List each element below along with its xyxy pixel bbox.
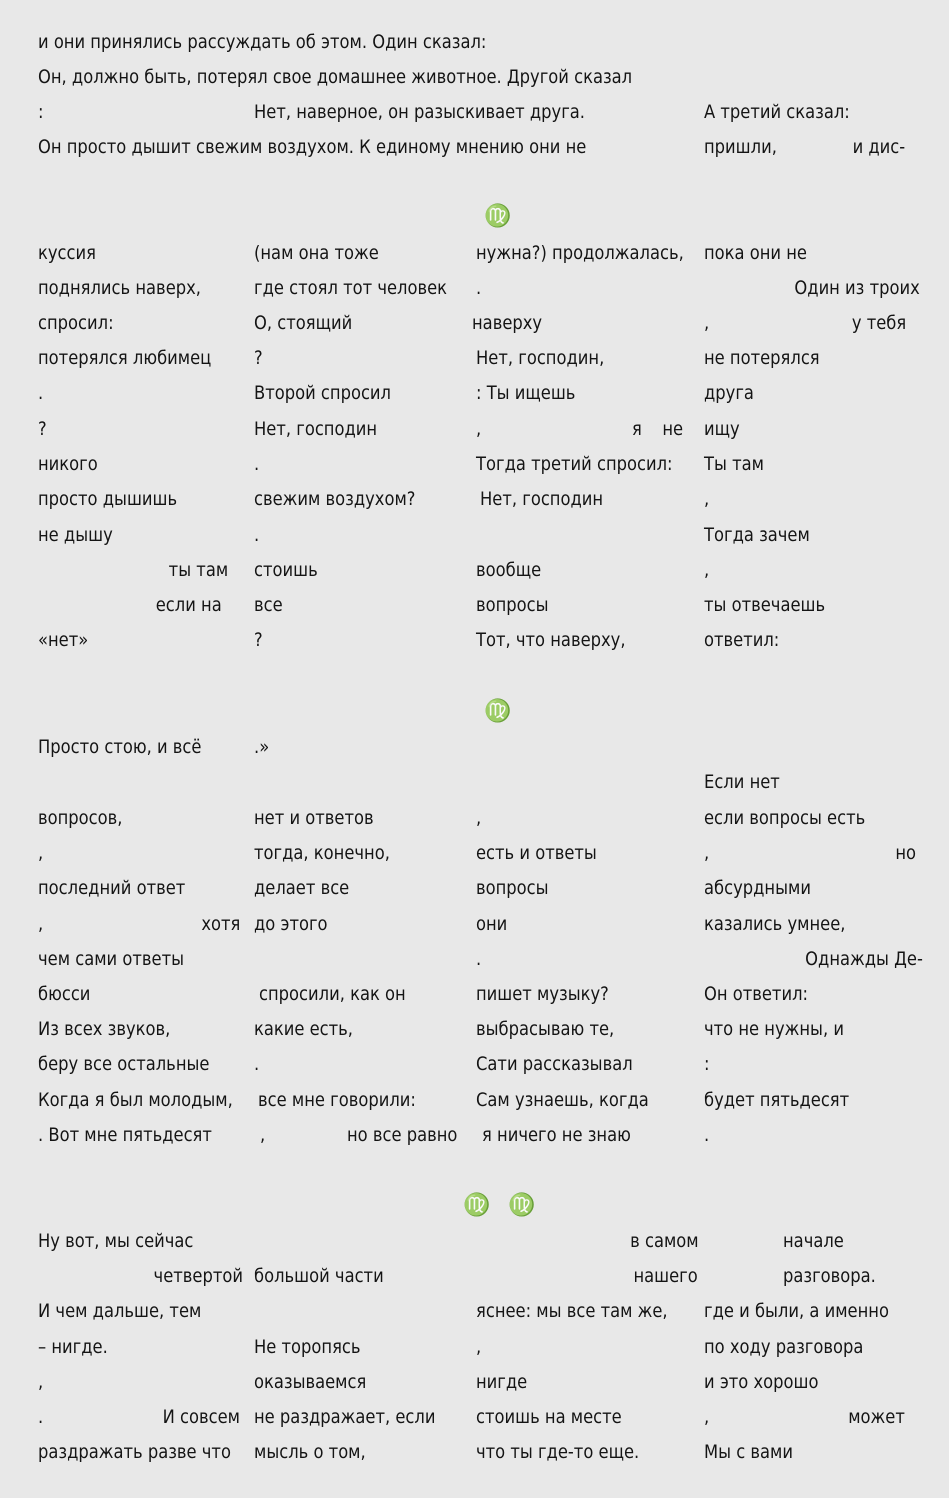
text-fragment: , <box>704 559 710 581</box>
text-fragment: что ты где-то еще. <box>476 1441 640 1463</box>
text-line: : <box>38 101 44 123</box>
text-fragment: я <box>632 418 642 440</box>
text-fragment: четвертой <box>153 1265 243 1287</box>
text-fragment: где стоял тот человек <box>254 277 448 299</box>
text-fragment: свежим воздухом? <box>254 488 416 510</box>
text-fragment: Не торопясь <box>254 1336 361 1358</box>
text-fragment: Если нет <box>704 771 780 793</box>
text-fragment: большой части <box>254 1265 384 1287</box>
text-fragment: стоишь <box>254 559 318 581</box>
text-fragment: наверху <box>472 312 543 334</box>
text-fragment: Из всех звуков, <box>38 1018 171 1040</box>
text-fragment: пишет музыку? <box>476 983 609 1005</box>
text-fragment: Нет, господин <box>254 418 378 440</box>
text-fragment: не раздражает, если <box>254 1406 436 1428</box>
virgo-separator-icon: ♍ <box>508 1192 536 1218</box>
text-fragment: Ты там <box>704 453 764 475</box>
text-fragment: куссия <box>38 242 96 264</box>
text-fragment: .» <box>254 736 270 758</box>
text-fragment: разговора. <box>783 1265 876 1287</box>
text-fragment: начале <box>783 1230 844 1252</box>
text-fragment: и это хорошо <box>704 1371 819 1393</box>
virgo-separator-icon: ♍ <box>484 203 512 229</box>
text-fragment: но все равно <box>347 1124 458 1146</box>
text-fragment: чем сами ответы <box>38 948 184 970</box>
text-fragment: абсурдными <box>704 877 811 899</box>
text-fragment: , <box>476 1336 482 1358</box>
text-fragment: по ходу разговора <box>704 1336 864 1358</box>
text-fragment: О, стоящий <box>254 312 353 334</box>
text-fragment: нигде <box>476 1371 528 1393</box>
text-fragment: Тогда зачем <box>704 524 810 546</box>
text-fragment: не потерялся <box>704 347 820 369</box>
text-fragment: . <box>704 1124 710 1146</box>
text-fragment: Тот, что наверху, <box>476 629 626 651</box>
text-fragment: И совсем <box>162 1406 240 1428</box>
text-fragment: – нигде. <box>38 1336 108 1358</box>
text-fragment: , <box>38 842 44 864</box>
text-fragment: в самом <box>630 1230 699 1252</box>
text-fragment: , <box>476 807 482 829</box>
text-fragment: «нет» <box>38 629 89 651</box>
text-fragment: яснее: мы все там же, <box>476 1300 668 1322</box>
text-fragment: тогда, конечно, <box>254 842 390 864</box>
text-fragment: оказываемся <box>254 1371 367 1393</box>
text-fragment: если на <box>156 594 222 616</box>
text-fragment: . <box>254 453 260 475</box>
text-fragment: Мы с вами <box>704 1441 793 1463</box>
text-fragment: все <box>254 594 283 616</box>
text-fragment: Тогда третий спросил: <box>476 453 673 475</box>
text-fragment: у тебя <box>851 312 906 334</box>
text-fragment: Нет, господин <box>480 488 604 510</box>
text-fragment: нашего <box>633 1265 698 1287</box>
text-fragment: . <box>476 948 482 970</box>
text-fragment: они <box>476 913 508 935</box>
text-fragment: , <box>704 842 710 864</box>
text-fragment: Ну вот, мы сейчас <box>38 1230 194 1252</box>
text-fragment: делает все <box>254 877 350 899</box>
text-fragment: все мне говорили: <box>258 1089 416 1111</box>
text-line: пришли, <box>704 136 777 158</box>
text-fragment: ты там <box>168 559 228 581</box>
virgo-separator-icon: ♍ <box>463 1192 491 1218</box>
text-fragment: вопросов, <box>38 807 123 829</box>
text-fragment: , <box>38 1371 44 1393</box>
text-fragment: потерялся любимец <box>38 347 212 369</box>
text-fragment: Однажды Де- <box>805 948 923 970</box>
text-fragment: Он ответил: <box>704 983 809 1005</box>
text-fragment: казались умнее, <box>704 913 846 935</box>
text-fragment: Сам узнаешь, когда <box>476 1089 649 1111</box>
text-fragment: нет и ответов <box>254 807 374 829</box>
text-fragment: никого <box>38 453 98 475</box>
text-fragment: , <box>704 1406 710 1428</box>
text-fragment: пока они не <box>704 242 807 264</box>
text-fragment: какие есть, <box>254 1018 354 1040</box>
text-fragment: , <box>260 1124 266 1146</box>
text-line: Он, должно быть, потерял свое домашнее животное. Другой сказал <box>38 66 633 88</box>
text-fragment: . <box>254 524 260 546</box>
text-fragment: ты отвечаешь <box>704 594 826 616</box>
text-fragment: Когда я был молодым, <box>38 1089 233 1111</box>
text-fragment: хотя <box>200 913 240 935</box>
text-fragment: поднялись наверх, <box>38 277 201 299</box>
text-fragment: . <box>254 1053 260 1075</box>
text-line: А третий сказал: <box>704 101 850 123</box>
text-fragment: , <box>704 312 710 334</box>
text-fragment: Просто стою, и всё <box>38 736 202 758</box>
text-fragment: нужна?) продолжалась, <box>476 242 684 264</box>
text-fragment: друга <box>704 382 754 404</box>
text-fragment: . <box>38 1406 44 1428</box>
text-fragment: ? <box>254 347 263 369</box>
text-fragment: Второй спросил <box>254 382 391 404</box>
text-fragment: последний ответ <box>38 877 186 899</box>
text-fragment: Один из троих <box>794 277 920 299</box>
text-line: и дис- <box>852 136 905 158</box>
text-line: Он просто дышит свежим воздухом. К единому мнению они не <box>38 136 587 158</box>
text-fragment: вообще <box>476 559 542 581</box>
text-fragment: ответил: <box>704 629 780 651</box>
text-fragment: стоишь на месте <box>476 1406 622 1428</box>
text-fragment: просто дышишь <box>38 488 178 510</box>
text-fragment: бюсси <box>38 983 91 1005</box>
text-fragment: может <box>848 1406 905 1428</box>
text-fragment: . Вот мне пятьдесят <box>38 1124 212 1146</box>
text-fragment: что не нужны, и <box>704 1018 844 1040</box>
text-fragment: И чем дальше, тем <box>38 1300 202 1322</box>
text-fragment: . <box>38 382 44 404</box>
text-fragment: , <box>38 913 44 935</box>
text-fragment: не <box>662 418 683 440</box>
text-fragment: не дышу <box>38 524 113 546</box>
text-fragment: , <box>476 418 482 440</box>
text-fragment: ? <box>254 629 263 651</box>
text-fragment: , <box>704 488 710 510</box>
text-fragment: мысль о том, <box>254 1441 366 1463</box>
text-fragment: (нам она тоже <box>254 242 379 264</box>
text-fragment: Сати рассказывал <box>476 1053 633 1075</box>
text-fragment: Нет, господин, <box>476 347 605 369</box>
virgo-separator-icon: ♍ <box>484 698 512 724</box>
text-fragment: вопросы <box>476 594 549 616</box>
text-fragment: если вопросы есть <box>704 807 866 829</box>
text-fragment: я ничего не знаю <box>482 1124 631 1146</box>
text-fragment: спросили, как он <box>259 983 406 1005</box>
text-fragment: беру все остальные <box>38 1053 210 1075</box>
text-line: Нет, наверное, он разыскивает друга. <box>254 101 585 123</box>
text-fragment: спросил: <box>38 312 114 334</box>
text-line: и они принялись рассуждать об этом. Один сказал: <box>38 31 487 53</box>
text-fragment: раздражать разве что <box>38 1441 231 1463</box>
text-fragment: но <box>895 842 916 864</box>
text-fragment: где и были, а именно <box>704 1300 889 1322</box>
text-fragment: будет пятьдесят <box>704 1089 850 1111</box>
text-fragment: до этого <box>254 913 328 935</box>
text-fragment: . <box>476 277 482 299</box>
text-fragment: ищу <box>704 418 740 440</box>
text-fragment: вопросы <box>476 877 549 899</box>
text-fragment: : Ты ищешь <box>476 382 576 404</box>
text-fragment: : <box>704 1053 710 1075</box>
text-fragment: есть и ответы <box>476 842 597 864</box>
text-fragment: ? <box>38 418 47 440</box>
text-fragment: выбрасываю те, <box>476 1018 615 1040</box>
